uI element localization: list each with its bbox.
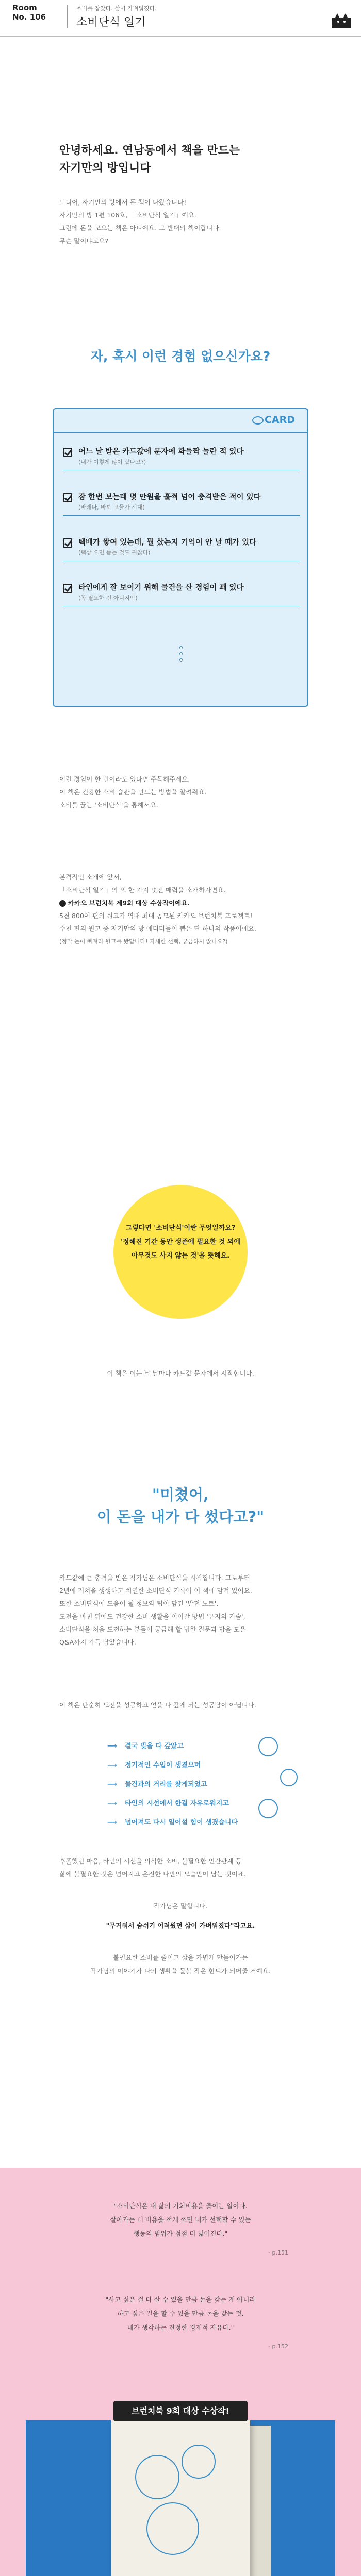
smiley-icons [248, 1731, 304, 1834]
paragraph-9: 불필요한 소비를 줄이고 삶을 가볍게 만들어가는 작가님의 이야기가 나의 생활을 돌볼 작은 힌트가 되어줄 거예요. [90, 1954, 271, 1975]
checklist-item: 택배가 쌓여 있는데, 뭘 샀는지 기억이 안 날 때가 있다 (택상 오면 뜯는 것도 귀찮다) [63, 537, 300, 561]
pink-quote-1: "소비단식은 내 삶의 기회비용을 줄이는 일이다. 살아가는 데 비용을 적게 쓰면 내가 선택할 수 있는 행동의 범위가 점점 더 넓어진다." [110, 2202, 251, 2238]
header-title: 소비단식 일기 [76, 16, 146, 29]
page-ref-1: - p.151 [268, 2249, 288, 2256]
intro-paragraph: 드디어, 자기만의 방에서 돈 책이 나왔습니다! 자기만의 방 1편 106호, 「소비단식 일기」예요. 그런데 돈을 모으는 책은 아니에요. 그 반대의 책이랍니다. 무슨 말이냐고요? [59, 198, 221, 245]
room-label: Room No. 106 [12, 3, 46, 22]
pink-quote-2: "사고 싶은 걸 다 살 수 있을 만큼 돈을 갖는 게 아니라 하고 싶은 일을 할 수 있을 만큼 돈을 갖는 것. 내가 생각하는 진정한 경제적 자유다." [105, 2296, 256, 2331]
checkbox-icon [63, 493, 72, 502]
header [0, 0, 361, 62]
list-item: ⟶ 물건과의 거리를 찾게되었고 [107, 1781, 207, 1788]
list-item: ⟶ 넘어져도 다시 일어설 힘이 생겼습니다 [107, 1819, 238, 1826]
checkbox-icon [63, 538, 72, 548]
header-tagline: 소비를 잡았다. 삶이 가벼워졌다. [76, 5, 157, 12]
paragraph-7: 후훌했던 마음, 타인의 시선을 의식한 소비, 불필요한 인간관계 등 삶에 불필요한 것은 넘어지고 온전한 나만의 모습만이 남는 것이죠. [59, 1857, 246, 1878]
paragraph-5: 이 책은 단순히 도전을 성공하고 얻을 다 갚게 되는 성공담이 아닙니다. [59, 1701, 256, 1709]
award-badge: 브런치북 9회 대상 수상작! [113, 2401, 248, 2421]
checklist-item: 잠 한번 보는데 몇 만원을 훌쩍 넘어 충격받은 적이 있다 (바레다, 바보 고물가 시대) [63, 492, 300, 516]
intro-heading: 안녕하세요. 연남동에서 책을 만드는 자기만의 방입니다 [59, 144, 240, 175]
yellow-circle: 그렇다면 '소비단식'이란 무엇일까요? '정해진 기간 동안 생존에 필요한 것 외에 아무것도 사지 않는 것'을 뜻해요. [113, 1185, 248, 1319]
checklist-item: 어느 날 받은 카드값에 문자에 화들짝 놀란 적 있다 (내가 이렇게 많이 샀다고?) [63, 446, 300, 470]
card-illustration [53, 408, 308, 707]
after-circle-text: 이 책은 이는 날 날마다 카드값 문자에서 시작합니다. [107, 1369, 254, 1377]
quote-2: "무거워서 숨쉬기 어려웠던 삶이 가벼워졌다"라고요. [106, 1922, 255, 1929]
book-cover [111, 2420, 250, 2576]
paragraph-3: 본격적인 소개에 앞서, 「소비단식 일기」의 또 한 가지 멋진 매력을 소개하자면요. 카카오 브런치북 제9회 대상 수상작이에요. 5천 800여 편의 원고가 역대 최대 공모된 카카오 브런치북 프로젝트! 수천 편의 원고 중 자기만의 방 에디터들이 뽑은 단 하나의 작품이에요. (정말 눈이 빠져라 원고를 봤답니다! 자세한 선택, 궁금하시 않나요?) [59, 873, 256, 945]
list-item: ⟶ 정기적인 수입이 생겼으며 [107, 1761, 201, 1769]
checkbox-icon [63, 584, 72, 593]
card-top [54, 409, 307, 433]
list-item: ⟶ 타인의 시선에서 한결 자유로워지고 [107, 1800, 229, 1807]
quote-heading: "미쳤어, 이 돈을 내가 다 썼다고?" [96, 1486, 265, 1526]
page-ref-2: - p.152 [268, 2343, 288, 2350]
result-list [107, 1741, 238, 1837]
header-rule [0, 36, 361, 37]
paragraph-8: 작가님은 말합니다. [153, 1902, 208, 1910]
checkbox-icon [63, 448, 72, 457]
cat-icon [330, 10, 354, 31]
header-divider [67, 5, 68, 28]
paragraph-4: 카드값에 큰 충격을 받은 작가님은 소비단식을 시작합니다. 그로부터 2년에 거쳐올 생생하고 치열한 소비단식 기록이 이 책에 담겨 있어요. 또한 소비단식에 도움이 될 정보와 팁이 담긴 '발전 노트', 도전을 마친 뒤에도 건강한 소비 생활을 이어갈 방법 '유지의 기술', 소비단식을 처음 도전하는 분들이 궁금해 할 법한 질문과 답을 모은 Q&A까지 가득 담았습니다. [59, 1574, 252, 1646]
paragraph-2: 이런 경험이 한 번이라도 있다면 주목해주세요. 이 책은 건강한 소비 습관을 만드는 방법을 알려줘요. 소비를 끊는 '소비단식'을 통해서요. [59, 775, 207, 809]
checklist-item: 타인에게 잘 보이기 위해 물건을 산 경험이 꽤 있다 (꼭 필요한 건 아니지만) [63, 582, 300, 606]
book-spine [250, 2426, 271, 2576]
ellipsis-dots [179, 646, 183, 665]
list-item: ⟶ 결국 빚을 다 갚았고 [107, 1742, 184, 1750]
card-heading: 자, 혹시 이런 경험 없으신가요? [90, 349, 271, 364]
card-logo-icon [252, 416, 264, 425]
coin-illustration [111, 2431, 250, 2576]
card-label: CARD [252, 414, 295, 426]
brunch-icon [59, 900, 66, 907]
